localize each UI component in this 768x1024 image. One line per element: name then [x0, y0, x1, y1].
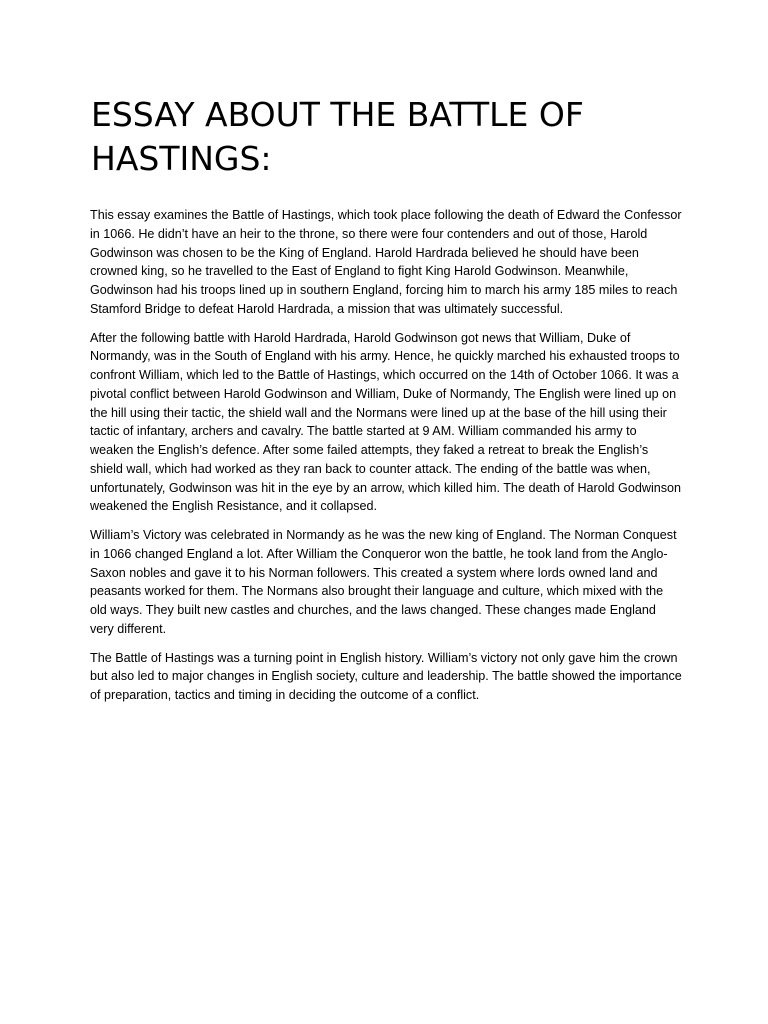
paragraph-conclusion: The Battle of Hastings was a turning point in English history. William’s victory not only gave him the crown but also led to major changes in English society, culture and leadership. The battle showed the importance of preparation, tactics and timing in deciding the outcome of a conflict.	[90, 650, 682, 702]
document-body	[90, 206, 682, 715]
paragraph-intro: This essay examines the Battle of Hastings, which took place following the death of Edward the Confessor in 1066. He didn’t have an heir to the throne, so there were four contenders and out of those, Harold Godwinson was chosen to be the King of England. Harold Hardrada believed he should have been crowned king, so he travelled to the East of England to fight King Harold Godwinson. Meanwhile, Godwinson had his troops lined up in southern England, forcing him to march his army 185 miles to reach Stamford Bridge to defeat Harold Hardrada, a mission that was ultimately successful.	[90, 208, 682, 316]
document-title: ESSAY ABOUT THE BATTLE OF HASTINGS:	[91, 95, 584, 178]
paragraph-battle: After the following battle with Harold Hardrada, Harold Godwinson got news that William, Duke of Normandy, was in the South of England with his army. Hence, he quickly marched his exhausted troops to confront William, which led to the Battle of Hastings, which occurred on the 14th of October 1066. It was a pivotal conflict between Harold Godwinson and William, Duke of Normandy, The English were lined up on the hill using their tactic, the shield wall and the Normans were lined up at the base of the hill using their tactic of infantary, archers and cavalry. The battle started at 9 AM. William commanded his army to weaken the English’s defence. After some failed attempts, they faked a retreat to break the English’s shield wall, which had worked as they ran back to counter attack. The ending of the battle was when, unfortunately, Godwinson was hit in the eye by an arrow, which killed him. The death of Harold Godwinson weakened the English Resistance, and it collapsed.	[90, 330, 682, 514]
paragraph-conquest: William’s Victory was celebrated in Normandy as he was the new king of England. The Norman Conquest in 1066 changed England a lot. After William the Conqueror won the battle, he took land from the Anglo-Saxon nobles and gave it to his Norman followers. This created a system where lords owned land and peasants worked for them. The Normans also brought their language and culture, which mixed with the old ways. They built new castles and churches, and the laws changed. These changes made England very different.	[90, 528, 677, 636]
